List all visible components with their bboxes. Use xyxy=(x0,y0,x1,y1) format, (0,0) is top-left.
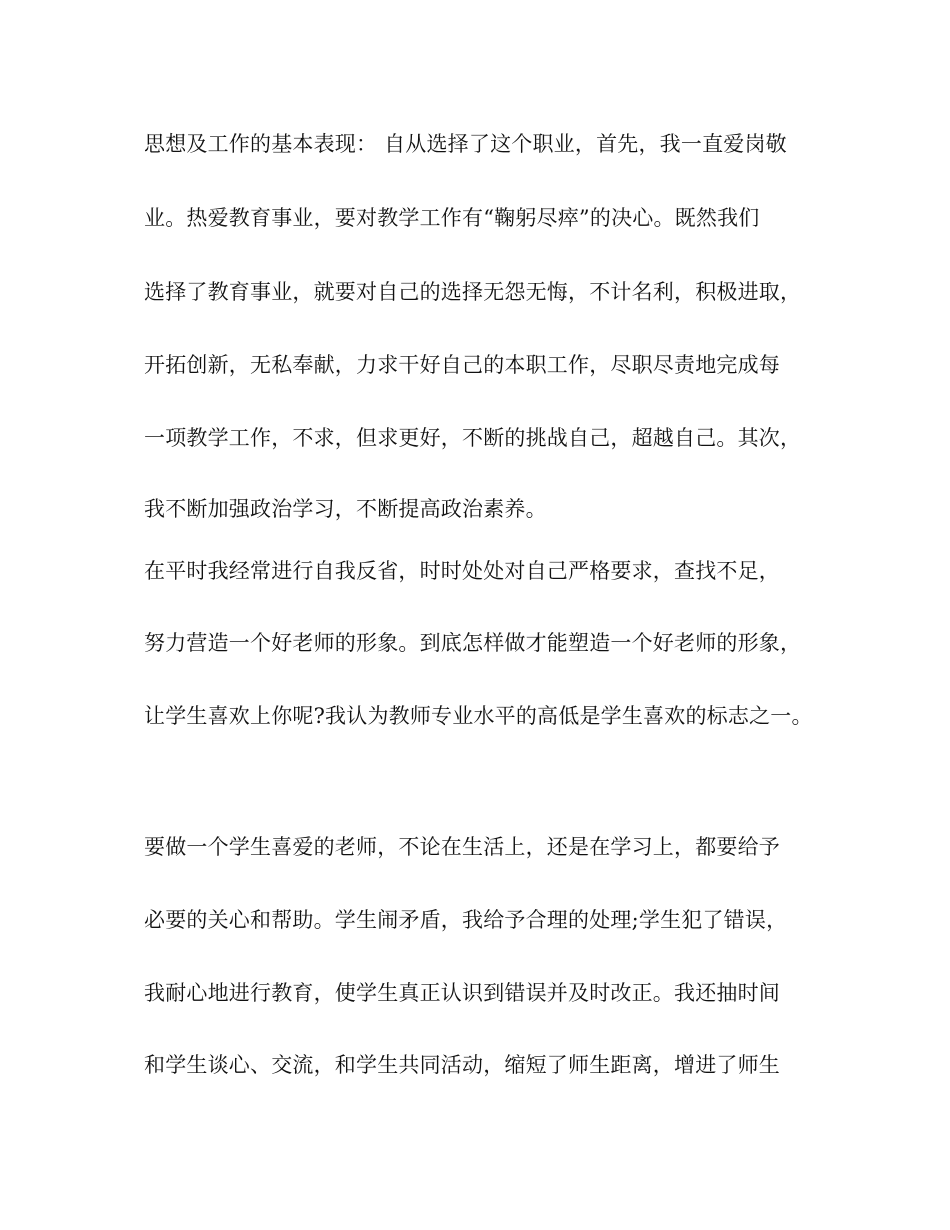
text-line: 我耐心地进行教育，使学生真正认识到错误并及时改正。我还抽时间 xyxy=(144,981,780,1005)
text-line: 一项教学工作，不求，但求更好，不断的挑战自己，超越自己。其次， xyxy=(144,426,802,450)
text-line: 努力营造一个好老师的形象。到底怎样做才能塑造一个好老师的形象， xyxy=(144,631,802,655)
text-line: 要做一个学生喜爱的老师，不论在生活上，还是在学习上，都要给予 xyxy=(144,835,780,859)
text-line: 思想及工作的基本表现： 自从选择了这个职业，首先，我一直爱岗敬 xyxy=(144,132,787,156)
text-line: 和学生谈心、交流，和学生共同活动，缩短了师生距离，增进了师生 xyxy=(144,1053,780,1077)
text-line: 我不断加强政治学习，不断提高政治素养。 xyxy=(144,497,547,521)
text-line: 开拓创新，无私奉献，力求干好自己的本职工作，尽职尽责地完成每 xyxy=(144,353,780,377)
text-line: 选择了教育事业，就要对自己的选择无怨无悔，不计名利，积极进取， xyxy=(144,280,802,304)
text-line: 在平时我经常进行自我反省，时时处处对自己严格要求，查找不足， xyxy=(144,559,780,583)
text-line: 让学生喜欢上你呢?我认为教师专业水平的高低是学生喜欢的标志之一。 xyxy=(144,704,813,728)
text-line: 业。热爱教育事业，要对教学工作有“鞠躬尽瘁”的决心。既然我们 xyxy=(144,206,760,230)
text-line: 必要的关心和帮助。学生闹矛盾，我给予合理的处理;学生犯了错误， xyxy=(144,908,788,932)
